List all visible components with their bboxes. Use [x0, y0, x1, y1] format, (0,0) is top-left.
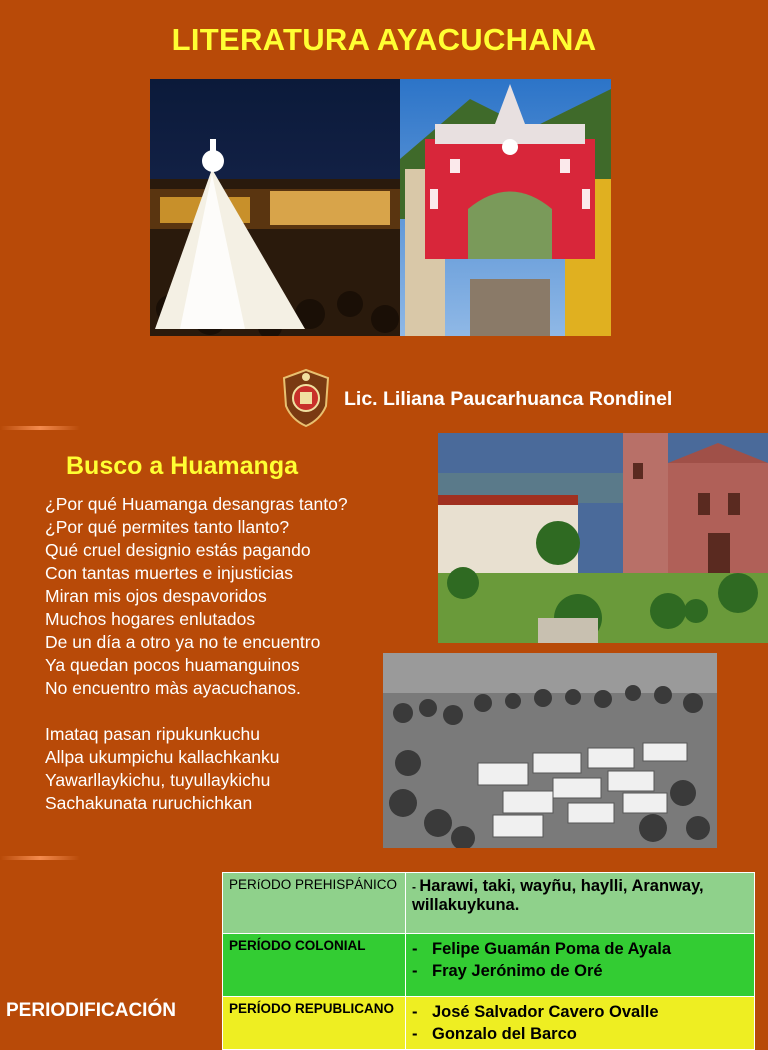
poem-line: No encuentro màs ayacuchanos.: [45, 678, 301, 698]
period-item: - José Salvador Cavero Ovalle: [412, 1001, 748, 1023]
period-name: PERíODO PREHISPÁNICO: [229, 877, 398, 892]
period-cell: [223, 873, 406, 934]
author-name: Lic. Liliana Paucarhuanca Rondinel: [344, 388, 673, 410]
periodization-table: [222, 872, 755, 1050]
period-item: - Fray Jerónimo de Oré: [412, 960, 748, 982]
ayacucho-collage-photo: [150, 79, 611, 336]
period-cell: [223, 934, 406, 997]
period-item: Harawi, taki, wayñu, haylli, Aranway, willakuykuna.: [412, 877, 704, 914]
poem-line: Sachakunata ruruchichkan: [45, 793, 253, 813]
poem-line: Allpa ukumpichu kallachkanku: [45, 747, 280, 767]
poem-line: ¿Por qué permites tanto llanto?: [45, 517, 290, 537]
periodization-label: PERIODIFICACIÓN: [6, 1000, 176, 1021]
university-crest-icon: [280, 368, 332, 428]
poem-line: Ya quedan pocos huamanguinos: [45, 655, 300, 675]
poem-line: De un día a otro ya no te encuentro: [45, 632, 321, 652]
period-item: - Felipe Guamán Poma de Ayala: [412, 938, 748, 960]
period-name: PERÍODO REPUBLICANO: [229, 1001, 395, 1016]
page-title: LITERATURA AYACUCHANA: [171, 22, 597, 57]
period-cell: [223, 997, 406, 1050]
period-item: - Gonzalo del Barco: [412, 1023, 748, 1045]
poem-line: Qué cruel designio estás pagando: [45, 540, 311, 560]
authors-cell: [406, 873, 755, 934]
poem-line: Muchos hogares enlutados: [45, 609, 256, 629]
memorial-crowd-photo: [383, 653, 717, 848]
poem-title: Busco a Huamanga: [66, 452, 299, 480]
poem-line: Con tantas muertes e injusticias: [45, 563, 294, 583]
table-row: [223, 873, 755, 934]
period-name: PERÍODO COLONIAL: [229, 938, 366, 953]
poem-text: [45, 493, 348, 815]
dash: -: [412, 880, 420, 894]
table-row: [223, 934, 755, 997]
poem-line: Imataq pasan ripukunkuchu: [45, 724, 260, 744]
cathedral-plaza-photo: [438, 433, 768, 643]
decorative-streak: [0, 856, 80, 860]
authors-cell: [406, 934, 755, 997]
poem-line: ¿Por qué Huamanga desangras tanto?: [45, 494, 348, 514]
decorative-streak: [0, 426, 80, 430]
poem-line: Yawarllaykichu, tuyullaykichu: [45, 770, 271, 790]
stanza-gap: [45, 700, 348, 723]
table-row: [223, 997, 755, 1050]
poem-line: Miran mis ojos despavoridos: [45, 586, 267, 606]
authors-cell: [406, 997, 755, 1050]
